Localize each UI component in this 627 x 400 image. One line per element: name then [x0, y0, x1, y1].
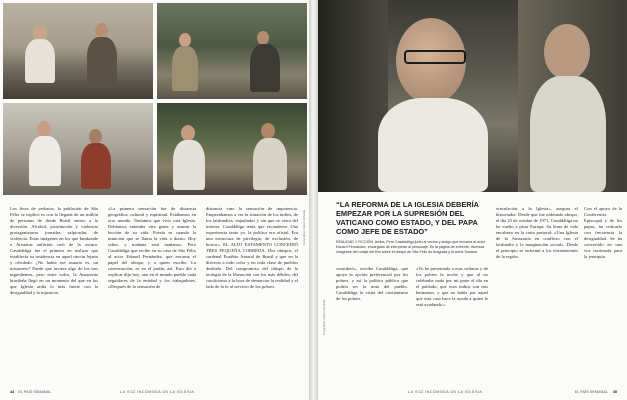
background-man-head	[544, 24, 590, 80]
magazine-name: EL PAÍS SEMANAL	[18, 390, 52, 394]
article-column-1: Los finos de yerbatos, la población de São Félix se triplicó es con la llegada de un millón de personas de desde Brasil entero a la diversión. Alcohol, prostitución y violencia protagonizaron jornadas salpicadas de violencia. Estas imágenes en los que Iamkonde e Aristatus anfitrión creó de la oscura. Casaldáliga fue el primero en realizar que establecía su residencia en aquel rincón lejano y olvidado. ¿No había ese usuario es, un misionero? Puede que tuviera algo de los tres ingredientes, pero entre todos, la Amazonia brasileña llegó en un momento del que en los que Iglesia ardía lo más fuerte con la desigualdad y la injusticia.	[10, 206, 98, 295]
photo-figure-body	[29, 136, 61, 186]
photo-portrait-elderly-man-glasses	[318, 0, 627, 192]
right-page	[318, 0, 627, 400]
portrait-shirt	[378, 98, 488, 192]
background-man-body	[530, 76, 606, 192]
photo-men-with-bottles	[157, 103, 307, 195]
photo-group-outdoors	[157, 3, 307, 99]
article-column-4: consideró», escribe Casaldáliga, que apoya la opción preferencial por los pobres, y así la política pública que podría ser la nota del pueblo. Casaldáliga la visita del cristianismo de los pobres.	[336, 266, 408, 301]
photo-figure-body	[253, 138, 287, 190]
photo-men-in-doorway	[3, 103, 153, 195]
folio-right	[575, 390, 617, 394]
photo-credit: Fotografías: Nelson Almeida	[322, 300, 326, 336]
photo-figure-head	[181, 125, 195, 141]
page-number: 44	[10, 390, 15, 394]
article-column-2: «La primera sensación fue de distancia geográfica, cultural y espiritual. Estábamos en otro mundo. Teníamos que vivir otra Iglesia. Debíamos entender otra gente y asumir la lección de su vida. Poesía es cuando la intuición que se llama la vida a diario. Hoy señor, y mañana será mañana». Pero Casaldáliga que recibe en su casa de São Félix al actor Eduard Fernández, que encarna el papel del obispo, y a quien escribe. La conversación, es en el jardín, así. Esto dió a explicar dijo hoy, uno en el mundo pueblo cada seguidores de la entidad y los trabajadores. «Después de la sensación de	[108, 206, 196, 289]
photo-figure-head	[257, 31, 269, 45]
pull-quote: “LA REFORMA DE LA IGLESIA DEBERÍA EMPEZAR POR LA SUPRESIÓN DEL VATICANO COMO ESTADO, Y DEL PAPA COMO JEFE DE ESTADO”	[336, 200, 479, 236]
page-number: 45	[612, 390, 617, 394]
section-title: LA VOZ INCÓMODA DE LA IGLESIA	[120, 390, 195, 394]
spread-gutter	[309, 0, 318, 400]
photo-figure-head	[89, 129, 102, 144]
article-column-5: «Yo he presentado a esas culturas y de los pobres la noche y que al no celebraba nada por mi parte el día en el poblado; que esos indios son mis hermanos, y que no había por aquel que esta casa hace la ayuda a quien le está ayudando.»	[416, 266, 488, 307]
photo-figure-head	[37, 121, 51, 137]
article-column-6: vinculación a la Iglesia», asegura el historiador. Desde que fue ordenado obispo, el día 23 de octubre de 1971, Casaldáliga no ha vuelto a pisar Europa. Su lema de vida encabeza en la carta pastoral: «Una Iglesia de la Amazonía en conflicto con el latifundio y la marginación social». Desde el principio se enfrentó a los terratenientes de la región.	[496, 206, 578, 259]
portrait-glasses	[404, 50, 466, 64]
folio-left	[10, 390, 51, 394]
photo-figure-body	[25, 39, 55, 83]
photo-figure-body	[81, 143, 111, 189]
photo-figure-head	[95, 23, 108, 38]
photo-figure-body	[87, 37, 117, 85]
article-column-3: distancia vino la sensación de impotencia. Empezábamos a ver la situación de los indios, de los latifundios, enjaulados y sin que se viera del interior. Casaldáliga tenía que esconderse. Una experiencia tanto yo. la política era oficial. Era una estructura de privilegio, de exclusión, de horror». EL ALTO ESTAMENTO CONCEDIÓ TRES PEQUEÑA CORREDA. Dos obispos, el cardenal Eusébio Amaral de Brasil y que en la diócesis a todo color y en toda clase de pueblos deshielo. Del compromiso del obispo de la teología de la liberación con los más débiles, del catolicismo a la hora de denunciar la realidad y el lado de la fe al servicio de los pobres.	[206, 206, 298, 289]
photo-figure-body	[173, 140, 205, 190]
section-title: LA VOZ INCÓMODA DE LA IGLESIA	[408, 390, 483, 394]
photo-figure-head	[261, 123, 275, 139]
photo-caption: REALIDAD Y FICCIÓN. Arriba, Pere Casaldáliga junto al vecino y amigo que encarna al actor Eduard Fernández, encargado de interpretar al personaje. En la página de enfrente, diversas imágenes del rodaje del film sobre el obispo de São Félix do Araguaia y la actriz Susana.	[336, 240, 486, 254]
magazine-name: EL PAÍS SEMANAL	[574, 390, 608, 394]
article-column-7: Con el apoyo de la Conferencia Episcopal y de los papas, ha criticado con frecuencia la desigualdad. Se ha convertido en una voz incómoda para la jerarquía.	[584, 206, 622, 259]
left-page	[0, 0, 309, 400]
photo-man-and-woman-seated	[3, 3, 153, 99]
photo-figure-body	[250, 44, 280, 92]
photo-credit: Fotografías: Nelson Almeida	[302, 210, 306, 246]
photo-figure-head	[179, 33, 191, 47]
photo-figure-body	[172, 46, 198, 91]
